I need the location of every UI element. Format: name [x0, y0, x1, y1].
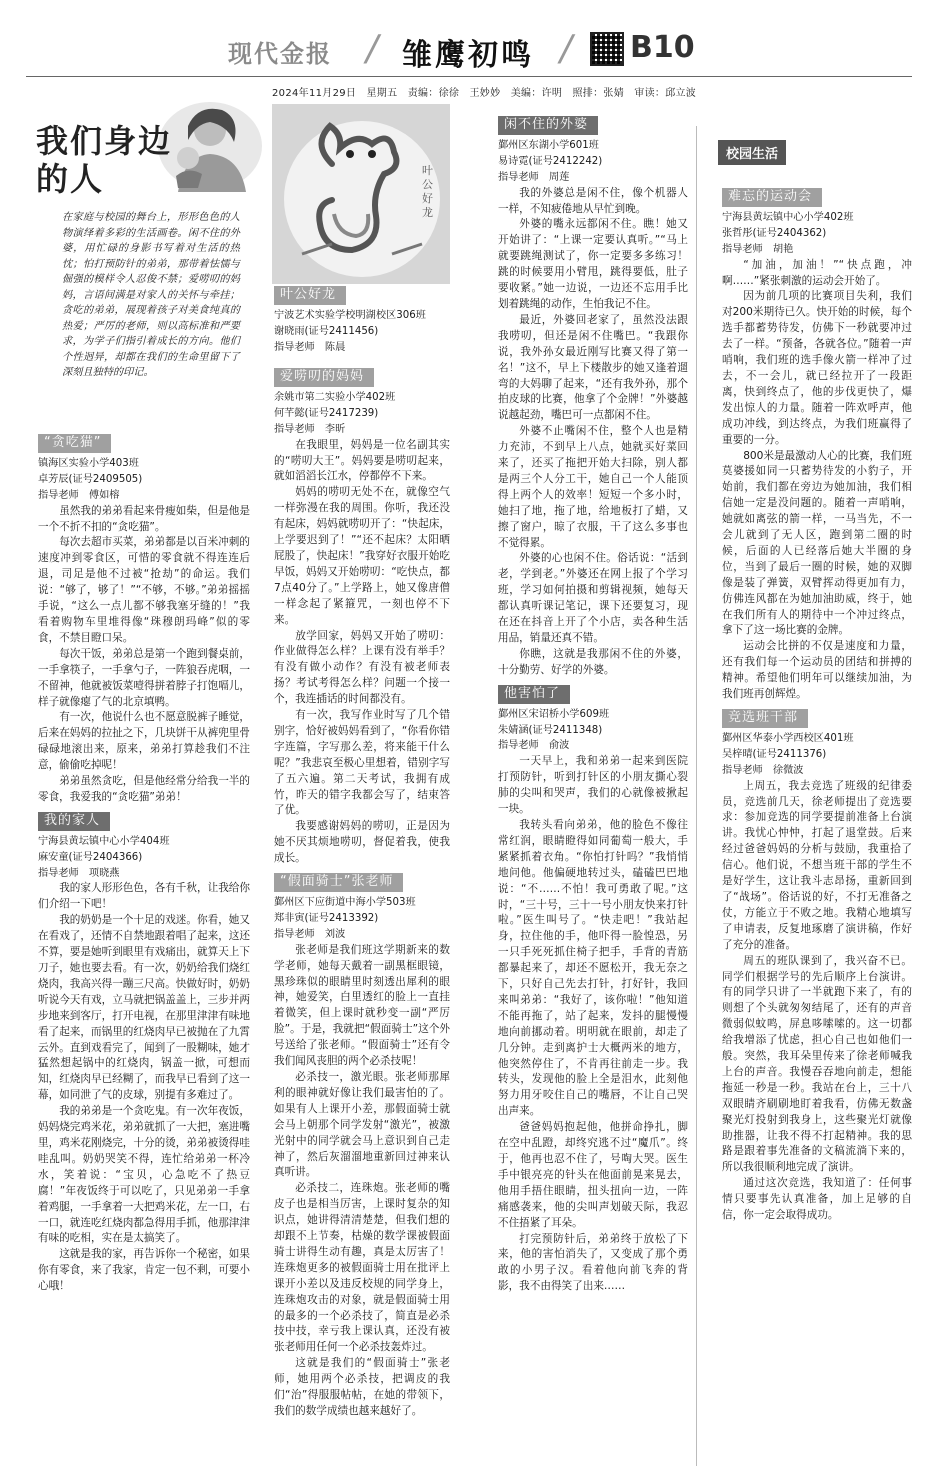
- article-tanchimao: [38, 428, 250, 806]
- edition-meta: 2024年11月29日 星期五 责编：徐徐 王妙妙 美编：许明 照排：张婧 审读：邱立波: [272, 88, 697, 99]
- article-title: “贪吃猫”: [38, 434, 111, 453]
- masthead-divider: /: [366, 28, 379, 69]
- article-he-was-scared: [498, 679, 688, 1295]
- article-school: 余姚市第二实验小学402班: [274, 391, 396, 403]
- artwork-credit: [274, 286, 450, 356]
- article-paragraph: 弟弟虽然贪吃，但是他经常分给我一半的零食，我爱我的“贪吃猫”弟弟！: [38, 775, 250, 803]
- article-my-family: [38, 806, 250, 1295]
- article-school: 鄞州区华泰小学西校区401班: [722, 732, 854, 744]
- feature-title-line1: 我们身边: [36, 122, 173, 160]
- feature-intro: 在家庭与校园的舞台上，形形色色的人物演绎着多彩的生活画卷。闲不住的外婆，用忙碌的身影书写着对生活的热忱；怕打预防针的弟弟，那带着怯懦与倔强的模样令人忍俊不禁；爱唠叨的妈妈，言语间满是对家人的关怀与牵挂；贪吃的弟弟，展现着孩子对美食纯真的热爱；严厉的老师，则以高标准和严要求，为学子们指引着成长的方向。他们个性迥异，却都在我们的生命里留下了深刻且独特的印记。: [62, 212, 240, 378]
- article-paragraph: 通过这次竞选，我知道了：任何事情只要事先认真准备，加上足够的自信，你一定会取得成功。: [722, 1177, 912, 1222]
- masthead-divider: /: [560, 28, 573, 69]
- qr-code-icon[interactable]: [590, 32, 624, 66]
- article-sports-day: [722, 182, 912, 703]
- article-author: 何芊懿(证号2417239): [274, 407, 379, 419]
- article-paragraph: 外婆的嘴永远都闲不住。瞧！她又开始讲了：“上课一定要认真听。”“马上就要跳绳测试了，你一定要多多练习！跳的时候要用小臂甩，跳得要低，肚子要收紧。”她一边说，一边还不忘用手比划着跳绳的动作，生怕我记不住。: [498, 218, 688, 310]
- article-title: “假面骑士”张老师: [274, 873, 403, 892]
- column-3: [498, 116, 688, 1468]
- artwork-caption: 叶公好龙: [422, 164, 433, 219]
- article-teacher: 指导老师 胡艳: [722, 243, 794, 255]
- article-paragraph: 800米是最激动人心的比赛，我们班莫婆援如同一只蓄势待发的小豹子，开始前，我们都在旁边为她加油，我们相信她一定是没问题的。随着一声哨响，她就如离弦的箭一样，一马当先，不一会儿就到了无人区，跑到第二圈的时候，后面的人已经落后她大半圈的身位，当到了最后一圈的时候，她的双脚像是装了弹簧，双臂挥动得更加有力，仿佛连风都在为她加油助威，终于，她在我们所有人的期待中一个冲过终点，拿下了这一场比赛的金牌。: [722, 449, 912, 637]
- article-paragraph: 有一次，我写作业时写了几个错别字，恰好被妈妈看到了，“你看你错字连篇，字写那么差，将来能干什么呢？”我悲哀至极心里想着，错别字写了五六遍。第二天考试，我拥有成竹，昨天的错字我都会写了，结束答了优。: [274, 709, 450, 817]
- feature-title: [36, 122, 172, 198]
- article-author: 张哲彤(证号2404362): [722, 227, 827, 239]
- article-paragraph: 我的外婆总是闲不住，像个机器人一样，不知疲倦地从早忙到晚。: [498, 186, 688, 215]
- page-number: B10: [630, 30, 695, 65]
- article-paragraph: 必杀技一，激光眼。张老师那犀利的眼神就好像让我们最害怕的了。如果有人上课开小差，那假面骑士就会马上朝那个同学发射“激光”，被激光射中的同学就会马上意识到自己走神了，然后灰溜溜地重新回过神来认真听讲。: [274, 1070, 450, 1179]
- article-paragraph: 我的弟弟是一个贪吃鬼。有一次年夜饭，妈妈烧完鸡米花，弟弟就抓了一大把，塞进嘴里，鸡米花刚烧完，十分的烫，弟弟被烫得哇哇乱叫。奶奶哭笑不得，连忙给弟弟一杯冷水，笑着说：“宝贝，心急吃不了热豆腐！”年夜饭终于可以吃了，只见弟弟一手拿着鸡腿，一手拿着一大把鸡米花，左一口，右一口，就连吃红烧肉都急得用手抓，他那津津有味的吃相，实在是太搞笑了。: [38, 1105, 250, 1245]
- article-teacher: 指导老师 刘波: [274, 928, 346, 940]
- article-paragraph: 妈妈的唠叨无处不在，就像空气一样弥漫在我的周围。你听，我还没有起床，妈妈就唠叨开了：“快起床，上学要迟到了！”“还不起床？太阳晒屁股了，快起床！”我穿好衣服开始吃早饭，妈妈又开始唠叨：“吃快点，都7点40分了。”上学路上，她又像唐僧一样念起了紧箍咒，一刻也停不下来。: [274, 486, 450, 626]
- article-paragraph: 这就是我的家，再告诉你一个秘密，如果你有零食，来了我家，肯定一包不剩，可要小心哦！: [38, 1248, 250, 1293]
- article-paragraph: 外婆的心也闲不住。俗话说：“活到老，学到老。”外婆还在网上报了个学习班，学习如何拍摄和剪辑视频，她每天都认真听课记笔记，课下还要复习，现在还在抖音上开了个小店，卖各种生活用品，销量还真不错。: [498, 552, 688, 644]
- article-paragraph: 外婆不止嘴闲不住，整个人也是精力充沛，不到早上八点，她就买好菜回来了，还买了拖把开始大扫除，别人都是两三个人分工干，她自己一个人能顶得上两个人的效率！短短一个多小时，她扫了地，拖了地，给地板打了蜡，又擦了窗户，晾了衣服，干了这么多事也不觉得累。: [498, 425, 688, 549]
- column-divider: [696, 126, 697, 1466]
- article-class-election: [722, 703, 912, 1224]
- artwork-teacher: 指导老师 陈晨: [274, 341, 346, 353]
- article-paragraph: 每次去超市买菜，弟弟都是以百米冲刺的速度冲到零食区，可惜的零食就不得连连后退，司足是他不过被“抢劫”的命运。我们说：“够了，够了！”“不够，不够。”弟弟摇摇手说，“这么一点儿都不够我塞牙缝的！”我看着购物车里堆得像“珠穆朗玛峰”似的零食，不禁目瞪口呆。: [38, 536, 250, 644]
- article-paragraph: “加油，加油！”“快点跑，冲啊……”紧张刺激的运动会开始了。: [722, 258, 912, 287]
- article-school: 鄞州区东湖小学601班: [498, 139, 599, 151]
- article-title: 闲不住的外婆: [498, 116, 598, 135]
- section-title: 雏鹰初鸣: [402, 38, 534, 73]
- header-rule: [26, 76, 912, 77]
- article-paragraph: 运动会比拼的不仅是速度和力量，还有我们每一个运动员的团结和拼搏的精神。希望他们明年可以继续加油，为我们班再创辉煌。: [722, 640, 912, 701]
- article-paragraph: 有一次，他说什么也不愿意脱裤子睡觉，后来在妈妈的拉扯之下，几块饼干从裤兜里骨碌碌地滚出来，原来，弟弟打算趁我们不注意，偷偷吃掉呢！: [38, 711, 250, 772]
- article-school: 宁海县黄坛镇中心小学404班: [38, 835, 170, 847]
- campus-life-badge: 校园生活: [718, 140, 786, 165]
- article-author: 易诗霓(证号2412242): [498, 155, 603, 167]
- article-title: 他害怕了: [498, 685, 570, 704]
- article-title: 难忘的运动会: [722, 188, 822, 207]
- artwork-school: 宁波艺术实验学校明湖校区306班: [274, 309, 426, 321]
- column-2: [274, 362, 450, 1468]
- article-author: 郑非寅(证号2413392): [274, 912, 379, 924]
- article-author: 卓芳辰(证号2409505): [38, 473, 143, 485]
- article-paragraph: 你瞧，这就是我那闲不住的外婆，十分勤劳、好学的外婆。: [498, 647, 688, 676]
- article-paragraph: 爸爸妈妈抱起他，他拼命挣扎，脚在空中乱蹬，却终究逃不过“魔爪”。终于，他再也忍不住了，号啕大哭。医生手中银亮亮的针头在他面前晃来晃去，他用手捂住眼睛，扭头扭向一边，一阵痛感袭来，他的尖叫声划破天际，我忍不住捂紧了耳朵。: [498, 1121, 688, 1229]
- article-title: 竞选班干部: [722, 709, 808, 728]
- article-paragraph: 上周五，我去竞选了班级的纪律委员，竞选前几天，徐老师提出了竞选要求：参加竞选的同学要提前准备上台演讲。我忧心忡忡，打起了退堂鼓。后来经过爸爸妈妈的分析与鼓励，我重拾了信心。他们说，不想当班干部的学生不是好学生，这让我斗志昂扬，重新回到了“战场”。俗话说的好，不打无准备之仗，方能立于不败之地。我精心地填写了申请表，反复地琢磨了演讲稿，作好了充分的准备。: [722, 779, 912, 951]
- article-teacher: 指导老师 俞波: [498, 740, 570, 752]
- article-school: 镇海区实验小学403班: [38, 457, 139, 469]
- article-title: 爱唠叨的妈妈: [274, 368, 374, 387]
- column-1: [38, 428, 250, 1468]
- article-paragraph: 在我眼里，妈妈是一位名副其实的“唠叨大王”。妈妈要是唠叨起来，就如滔滔长江水，停都停不下来。: [274, 438, 450, 483]
- article-teacher: 指导老师 项晓燕: [38, 867, 120, 879]
- article-paragraph: 我转头看向弟弟，他的脸色不像往常红润，眼睛瞪得如同葡萄一般大，手紧紧抓着衣角。“你怕打针吗？”我悄悄地问他。他偏硬地转过头，磕磕巴巴地说：“不……不怕！我可勇敢了呢。”这时，“三十号，三十一号小朋友快来打针啦。”医生叫号了。“快走吧！”我站起身，拉住他的手，他吓得一脸惶恐，另一只手死死抓住椅子把手，手背的青筋都暴起来了，却还不愿松开，我无奈之下，只好自己先去打针，打好针，我回来叫弟弟：“我好了，该你啦！”他知道不能再拖了，站了起来，发抖的腿慢慢地向前挪动着。明明就在眼前，却走了几分钟。走到离护士大概两米的地方，他突然停住了，不肯再往前走一步。我转头，发现他的脸上全是泪水，此刻他努力用牙咬住自己的嘴唇，不让自己哭出声来。: [498, 818, 688, 1118]
- article-paragraph: 放学回家，妈妈又开始了唠叨：作业做得怎么样？上课有没有举手？有没有做小动作？有没有被老师表扬？考试考得怎么样？问题一个接一个，我连插话的时间都没有。: [274, 629, 450, 706]
- article-paragraph: 张老师是我们班这学期新来的数学老师，她每天戴着一副黑框眼镜，黑珍珠似的眼睛里时刻透出犀利的眼神，她爱笑，白里透红的脸上一直挂着微笑，但上课时就秒变一副“严厉脸”。于是，我就把“假面骑士”这个外号送给了张老师。“假面骑士”还有令我们闻风丧胆的两个必杀技呢！: [274, 943, 450, 1068]
- column-4: [722, 182, 912, 1468]
- article-school: 宁海县黄坛镇中心小学402班: [722, 211, 854, 223]
- artwork-author: 谢晓雨(证号2411456): [274, 325, 379, 337]
- article-author: 吴梓晴(证号2411376): [722, 748, 827, 760]
- article-paragraph: 每次干饭，弟弟总是第一个跑到餐桌前，一手拿筷子，一手拿勺子，一阵狼吞虎咽，一不留神，他就被饭菜噎得拼着脖子打饱嗝儿，样子就像瘪了气的北京填鸭。: [38, 647, 250, 708]
- article-paragraph: 我要感谢妈妈的唠叨，正是因为她不厌其烦地唠叨，督促着我，使我成长。: [274, 820, 450, 865]
- article-paragraph: 我的奶奶是一个十足的戏迷。你看，她又在看戏了，还情不自禁地跟着唱了起来，这还不算，要是她听到眼里有戏痛出，就算天上下刀子，她也要去看。有一次，奶奶给我们烧红烧肉，我高兴得一蹦三尺高。快做好时，奶奶听说今天有戏，立马就把锅盖盖上，三步并两步地来到客厅，打开电视，在那里津津有味地看了起来，而锅里的红烧肉早已被抛在了九霄云外。直到戏看完了，闻到了一股糊味，她才猛然想起锅中的红烧肉，锅盖一掀，可想而知，红烧肉早已经糊了，而我早已看到了这一幕，如同泄了气的皮球，别提有多难过了。: [38, 914, 250, 1102]
- article-paragraph: 一天早上，我和弟弟一起来到医院打预防针，听到打针区的小朋友撕心裂肺的尖叫和哭声，我们的心就像被揪起一块。: [498, 755, 688, 816]
- article-paragraph: 必杀技二，连珠炮。张老师的嘴皮子也是相当厉害，上课时复杂的知识点，她讲得清清楚楚，但我们想的却跟不上节奏，枯燥的数学课被假面骑士讲得生动有趣，真是太厉害了！连珠炮更多的被假面骑士用在批评上课开小差以及违反校规的同学身上，连珠炮攻击的对象，就是假面骑士用的最多的一个必杀技了，简直是必杀技中技，幸亏我上课认真，还没有被张老师用任何一个必杀技轰炸过。: [274, 1182, 450, 1354]
- article-paragraph: 因为前几项的比赛项目失利，我们对200米期待已久。快开始的时候，每个选手都蓄势待发，仿佛下一秒就要冲过去了一样。“预备，各就各位。”随着一声哨响，我们班的选手像火箭一样冲了过去，不一会儿，就已经拉开了一段距离，快到终点了，他的步伐更快了，爆发出惊人的力量。随着一阵欢呼声，他成功冲线，到达终点，为我们班赢得了重要的一分。: [722, 290, 912, 446]
- article-paragraph: 我的家人形形色色，各有千秋，让我给你们介绍一下吧！: [38, 882, 250, 911]
- article-title: 我的家人: [38, 812, 110, 831]
- article-paragraph: 最近，外婆回老家了，虽然没法跟我唠叨，但还是闲不住嘴巴。“我跟你说，我外孙女最近刚写比赛又得了第一名！”这不，早上下楼散步的她又逢着遛弯的大妈聊了起来，“还有我外孙，那个拍皮球的比赛，他拿了个金牌！”外婆越说越起劲，嘴巴可一点都闲不住。: [498, 313, 688, 422]
- article-teacher-zhang: [274, 867, 450, 1420]
- paper-name: 现代金报: [228, 39, 332, 68]
- article-school: 鄞州区宋诏桥小学609班: [498, 708, 610, 720]
- article-nagging-mom: [274, 362, 450, 867]
- article-author: 朱婧涵(证号2411348): [498, 724, 603, 736]
- article-teacher: 指导老师 傅如榕: [38, 489, 120, 501]
- artwork-tag: 叶公好龙: [274, 286, 346, 305]
- article-paragraph: 打完预防针后，弟弟终于放松了下来，他的害怕消失了，又变成了那个勇敢的小男子汉。看着他向前飞奔的背影，我不由得笑了出来……: [498, 1232, 688, 1293]
- article-teacher: 指导老师 周莲: [498, 171, 570, 183]
- article-teacher: 指导老师 徐微波: [722, 764, 804, 776]
- article-school: 鄞州区下应街道中海小学503班: [274, 897, 416, 908]
- article-paragraph: 虽然我的弟弟看起来骨瘦如柴，但是他是一个不折不扣的“贪吃猫”。: [38, 504, 250, 533]
- article-paragraph: 周五的班队课到了，我兴奋不已。同学们根据学号的先后顺序上台演讲。有的同学只讲了一半就跑下来了，有的则想了个头就匆匆结尾了，还有的声音微弱似蚊鸣，屏息哆嗦嗦的。这一切都给我增添了忧虑，担心自己也如他们一般。突然，我耳朵里传来了徐老师喊我上台的声音。我慢吞吞地向前走，想能拖延一秒是一秒。我站在台上，三十八双眼睛齐刷刷地盯着我看，仿佛无数盏聚光灯投射到我身上，这些聚光灯就像助推器，让我不得不打起精神。我的思路是跟着事先准备的文稿流淌下来的，所以我很顺利地完成了演讲。: [722, 954, 912, 1174]
- article-busy-grandma: [498, 116, 688, 679]
- artwork-frame: [272, 104, 450, 284]
- article-paragraph: 这就是我们的“假面骑士”张老师，她用两个必杀技，把调皮的我们“治”得服服帖帖，在她的带领下，我们的数学成绩也越来越好了。: [274, 1357, 450, 1417]
- article-teacher: 指导老师 李昕: [274, 423, 346, 435]
- article-author: 麻安童(证号2404366): [38, 851, 143, 863]
- feature-title-line2: 的人: [36, 160, 105, 198]
